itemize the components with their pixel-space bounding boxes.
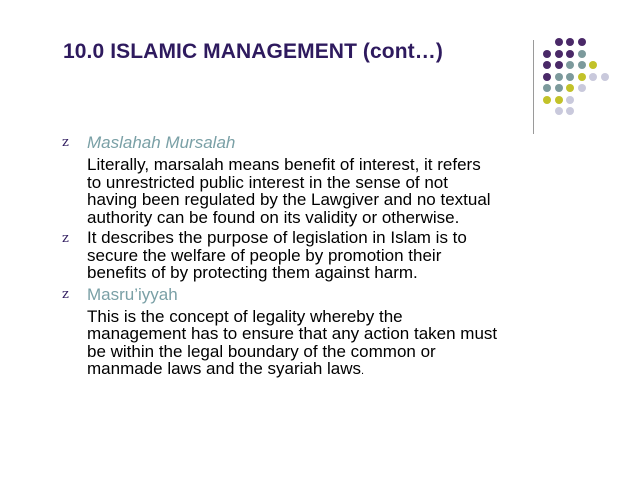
decorative-dot [543, 96, 551, 104]
decorative-dot [566, 50, 574, 58]
decorative-dot [578, 73, 586, 81]
decorative-dot [589, 73, 597, 81]
paragraph-line [87, 360, 582, 381]
paragraph-line: secure the welfare of people by promotion their [87, 245, 442, 265]
decorative-dot [555, 38, 563, 46]
bullet-item-purpose [62, 229, 582, 282]
paragraph-line: Literally, marsalah means benefit of interest, it refers [87, 155, 481, 174]
slide-title: 10.0 ISLAMIC MANAGEMENT (cont…) [63, 40, 443, 63]
paragraph-line: management has to ensure that any action taken must [87, 324, 498, 343]
decorative-dot [601, 73, 609, 81]
decorative-dot [555, 84, 563, 92]
bullet-item-maslahah [62, 133, 582, 226]
decorative-dot [543, 84, 551, 92]
paragraph-line-text: manmade laws and the syariah laws [87, 359, 362, 378]
decorative-dot [566, 96, 574, 104]
decorative-dot [555, 107, 563, 115]
trailing-period: . [361, 365, 365, 377]
decorative-dot [555, 61, 563, 69]
decorative-dot [566, 38, 574, 46]
decorative-dot [555, 50, 563, 58]
decorative-dot [566, 84, 574, 92]
paragraph-line: It describes the purpose of legislation in Islam is to [87, 228, 467, 247]
slide-content [62, 133, 582, 381]
paragraph-line: benefits of by protecting them against harm. [87, 263, 418, 282]
paragraph-line: to unrestricted public interest in the sense of not [87, 172, 448, 192]
decorative-dot-grid [543, 38, 613, 122]
decorative-dot [566, 73, 574, 81]
paragraph-line: This is the concept of legality whereby the [87, 306, 403, 326]
paragraph-line: authority can be found on its validity or otherwise. [87, 207, 460, 227]
decorative-dot [566, 61, 574, 69]
bullet-glyph: z [62, 286, 69, 302]
decorative-dot [589, 61, 597, 69]
bullet-glyph: z [62, 135, 69, 150]
paragraph-line: having been regulated by the Lawgiver and no textual [87, 190, 491, 209]
item-paragraph [87, 229, 582, 282]
bullet-item-masruiyyah [62, 285, 582, 381]
item-paragraph [87, 156, 582, 226]
paragraph-line: be within the legal boundary of the common or [87, 341, 436, 361]
decorative-dot [578, 38, 586, 46]
title-divider [533, 40, 534, 134]
decorative-dot [555, 73, 563, 81]
decorative-dot [543, 61, 551, 69]
item-heading: Masru’iyyah [87, 284, 178, 304]
decorative-dot [543, 50, 551, 58]
decorative-dot [578, 84, 586, 92]
bullet-glyph: z [62, 231, 69, 246]
item-paragraph [87, 308, 582, 381]
item-heading: Maslahah Mursalah [87, 133, 236, 152]
decorative-dot [578, 61, 586, 69]
decorative-dot [566, 107, 574, 115]
decorative-dot [555, 96, 563, 104]
decorative-dot [578, 50, 586, 58]
decorative-dot [543, 73, 551, 81]
